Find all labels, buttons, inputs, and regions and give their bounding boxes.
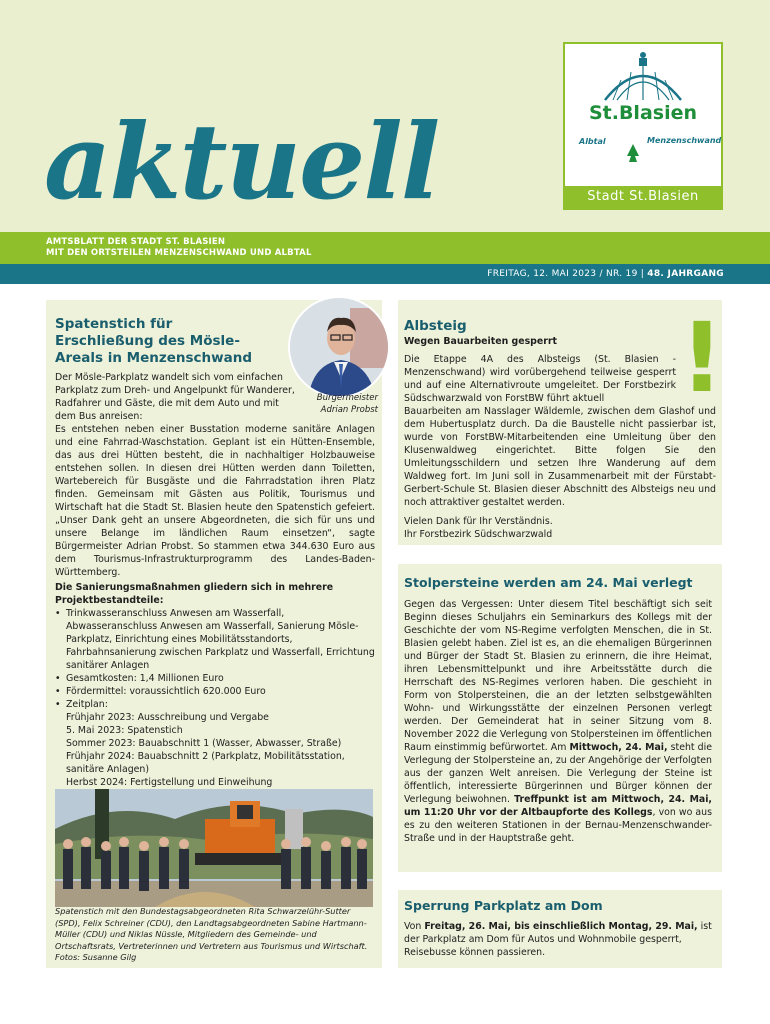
photo-image	[55, 789, 373, 907]
sperrung-body	[404, 920, 712, 959]
albsteig-body	[404, 353, 716, 509]
exclamation-icon: !	[680, 302, 724, 414]
albsteig-signature: Ihr Forstbezirk Südschwarzwald	[404, 529, 553, 540]
sperrung-text-2: ist der Parkplatz am Dom für Autos und Wohnmobile gesperrt, Reisebusse können passieren.	[404, 921, 712, 958]
albsteig-signoff	[404, 515, 716, 541]
issue-year: 48. JAHRGANG	[647, 269, 724, 279]
amtsblatt-bar	[0, 232, 770, 264]
portrait-caption-name: Adrian Probst	[320, 405, 378, 415]
albsteig-body-part-1: Die Etappe 4A des Albsteigs (St. Blasien - Menzenschwand) wird vorübergehend teilweise gesperrt und auf eine Alternativroute umgeleitet. Der Forstbezirk Südschwarzwald von ForstBW führt aktuell	[404, 354, 676, 404]
albsteig-subtitle: Wegen Bauarbeiten gesperrt	[404, 336, 557, 347]
schedule-item: 5. Mai 2023: Spatenstich	[66, 725, 183, 736]
list-item: • Fördermittel: voraussichtlich 620.000 Euro	[55, 685, 375, 698]
left-article-intro: Der Mösle-Parkplatz wandelt sich vom einfachen Parkplatz zum Dreh- und Angelpunkt für Wanderer, Radfahrer und Gäste, die mit dem Auto und mit dem Bus anreisen:	[55, 372, 295, 422]
left-article-title: Spatenstich für Erschließung des Mösle-Areals in Menzenschwand	[55, 316, 253, 366]
amtsblatt-line-1: AMTSBLATT DER STADT ST. BLASIEN	[46, 237, 226, 247]
sperrung-dates: Freitag, 26. Mai, bis einschließlich Montag, 29. Mai,	[424, 921, 698, 932]
sperrung-text-1: Von	[404, 921, 425, 932]
project-bullet-list	[55, 607, 375, 789]
stolpersteine-body	[404, 598, 712, 845]
left-article-body: Es entstehen neben einer Busstation moderne sanitäre Anlagen und eine Fahrrad-Waschstation. Geplant ist ein Hütten-Ensemble, das aus drei Hütten besteht, die in nachhaltiger Holzbauweise entstehen sollen. In diesen drei Hütten werden dann Toiletten, Wartebereich für Busgäste und die Fahrradstation ihren Platz finden. Gemeinsam mit Gästen aus Politik, Tourismus und Wirtschaft hat die Stadt St. Blasien heute den Spatenstich gefeiert. „Unser Dank geht an unsere Abgeordneten, die sich für uns und unsere Belange im ländlichen Raum einsetzen“, sagte Bürgermeister Adrian Probst. So stammen etwa 344.630 Euro aus dem Tourismus-Infrastrukturprogramm des Landes-Baden-Württemberg.	[55, 424, 375, 578]
logo-title: St.Blasien	[588, 102, 698, 124]
portrait-image	[290, 298, 390, 398]
logo-menzenschwand: Menzenschwand	[647, 136, 722, 145]
dome-emblem-icon	[565, 44, 721, 208]
stolpersteine-title: Stolpersteine werden am 24. Mai verlegt	[404, 575, 693, 590]
stolpersteine-date: Mittwoch, 24. Mai,	[569, 742, 668, 753]
stolpersteine-meeting: Treffpunkt ist am Mittwoch, 24. Mai, um 11:20 Uhr vor der Altbaupforte des Kollegs	[404, 794, 712, 818]
logo-albtal: Albtal	[579, 137, 606, 146]
stolpersteine-text-1: Gegen das Vergessen: Unter diesem Titel beschäftigt sich seit Beginn dieses Schuljahrs ein Seminarkurs des Kollegs mit der Geschichte der vom NS-Regime verfolgten Menschen, die in St. Blasien gelebt haben. Ziel ist es, an die ehemaligen Bürgerinnen und Bürger der Stadt St. Blasien zu erinnern, die ihre Heimat, ihren Lebensmittelpunkt und ihre Arbeitsstätte durch die Herrschaft des NS-Regimes verloren haben. Die geschieht in Form von Stolpersteinen, die an der letzten selbstgewählten Wohn- und Wirkungsstätte der einzelnen Personen verlegt werden. Der Gemeinderat hat in seiner Sitzung vom 8. November 2022 die Verlegung von Stolpersteinen im öffentlichen Raum einstimmig befürwortet. Am	[404, 599, 712, 753]
masthead-title: aktuell	[44, 100, 439, 223]
list-item: • Trinkwasseranschluss Anwesen am Wasserfall, Abwasseranschluss Anwesen am Wasserfall, Sanierung Mösle-Parkplatz, Einrichtung eines Mobilitätsstandorts, Fahrbahnsanierung zwischen Parkplatz und Wasserfall, Errichtung sanitärer Anlagen	[55, 607, 375, 672]
albsteig-body-part-2: Bauarbeiten am Nasslager Wäldemle, zwischen dem Glashof und dem Hubertusplatz durch. Da die Baustelle nicht passierbar ist, wurde von ForstBW-Mitarbeitenden eine Umleitung über den Klusenwaldweg eingerichtet. Bitte folgen Sie den Umleitungsschildern und setzen Ihre Wanderung auf dem Waldweg fort. Im Juni soll in Zusammenarbeit mit der Fürstabt-Gerbert-Schule St. Blasien dieser Abschnitt des Albsteigs neu und noch attraktiver gestaltet werden.	[404, 406, 716, 508]
groundbreaking-photo	[55, 789, 373, 907]
issue-date: FREITAG, 12. MAI 2023 / NR. 19 |	[487, 269, 648, 279]
issue-bar	[0, 264, 770, 284]
portrait-caption	[298, 392, 378, 416]
town-logo	[563, 42, 723, 210]
list-item: • Gesamtkosten: 1,4 Millionen Euro	[55, 672, 375, 685]
albsteig-thanks: Vielen Dank für Ihr Verständnis.	[404, 516, 553, 527]
stolpersteine-text-2: steht die Verlegung der Stolpersteine an, zu der Angehörige der Verfolgten aus der ganzen Welt anreisen. Die Verlegung der Steine ist öffentlich, interessierte Bürgerinnen und Bürger können der Verlegung beiwohnen.	[404, 742, 713, 805]
issue-info	[487, 269, 724, 279]
portrait-caption-role: Bürgermeister	[316, 393, 378, 403]
photo-caption: Spatenstich mit den Bundestagsabgeordneten Rita Schwarzelühr-Sutter (SPD), Felix Schreiner (CDU), den Landtagsabgeordneten Sabine Hartmann-Müller (CDU) und Niklas Nüssle, Mitgliedern des Gemeinde- und Ortschaftsrats, Vertreterinnen und Vertretern aus Tourismus und Wirtschaft. Fotos: Susanne Gilg	[55, 906, 368, 962]
schedule-item: Frühjahr 2024: Bauabschnitt 2 (Parkplatz, Mobilitätsstation, sanitäre Anlagen)	[66, 751, 345, 775]
left-article-subhead: Die Sanierungsmaßnahmen gliedern sich in mehrere Projektbestandteile:	[55, 582, 334, 606]
sperrung-title: Sperrung Parkplatz am Dom	[404, 898, 603, 913]
stolpersteine-text-3: , von wo aus es zu den weiteren Stationen in der Bernau-Menzenschwander-Straße und in der Hauptstraße geht.	[404, 807, 713, 844]
schedule-item: Herbst 2024: Fertigstellung und Einweihung	[66, 777, 273, 788]
schedule-item: Frühjahr 2023: Ausschreibung und Vergabe	[66, 712, 269, 723]
list-item: • Zeitplan:	[55, 698, 375, 711]
albsteig-title: Albsteig	[404, 318, 467, 334]
schedule-item: Sommer 2023: Bauabschnitt 1 (Wasser, Abwasser, Straße)	[66, 738, 342, 749]
amtsblatt-line-2: MIT DEN ORTSTEILEN MENZENSCHWAND UND ALBTAL	[46, 248, 312, 258]
logo-band: Stadt St.Blasien	[565, 186, 721, 208]
mayor-portrait	[288, 296, 390, 398]
